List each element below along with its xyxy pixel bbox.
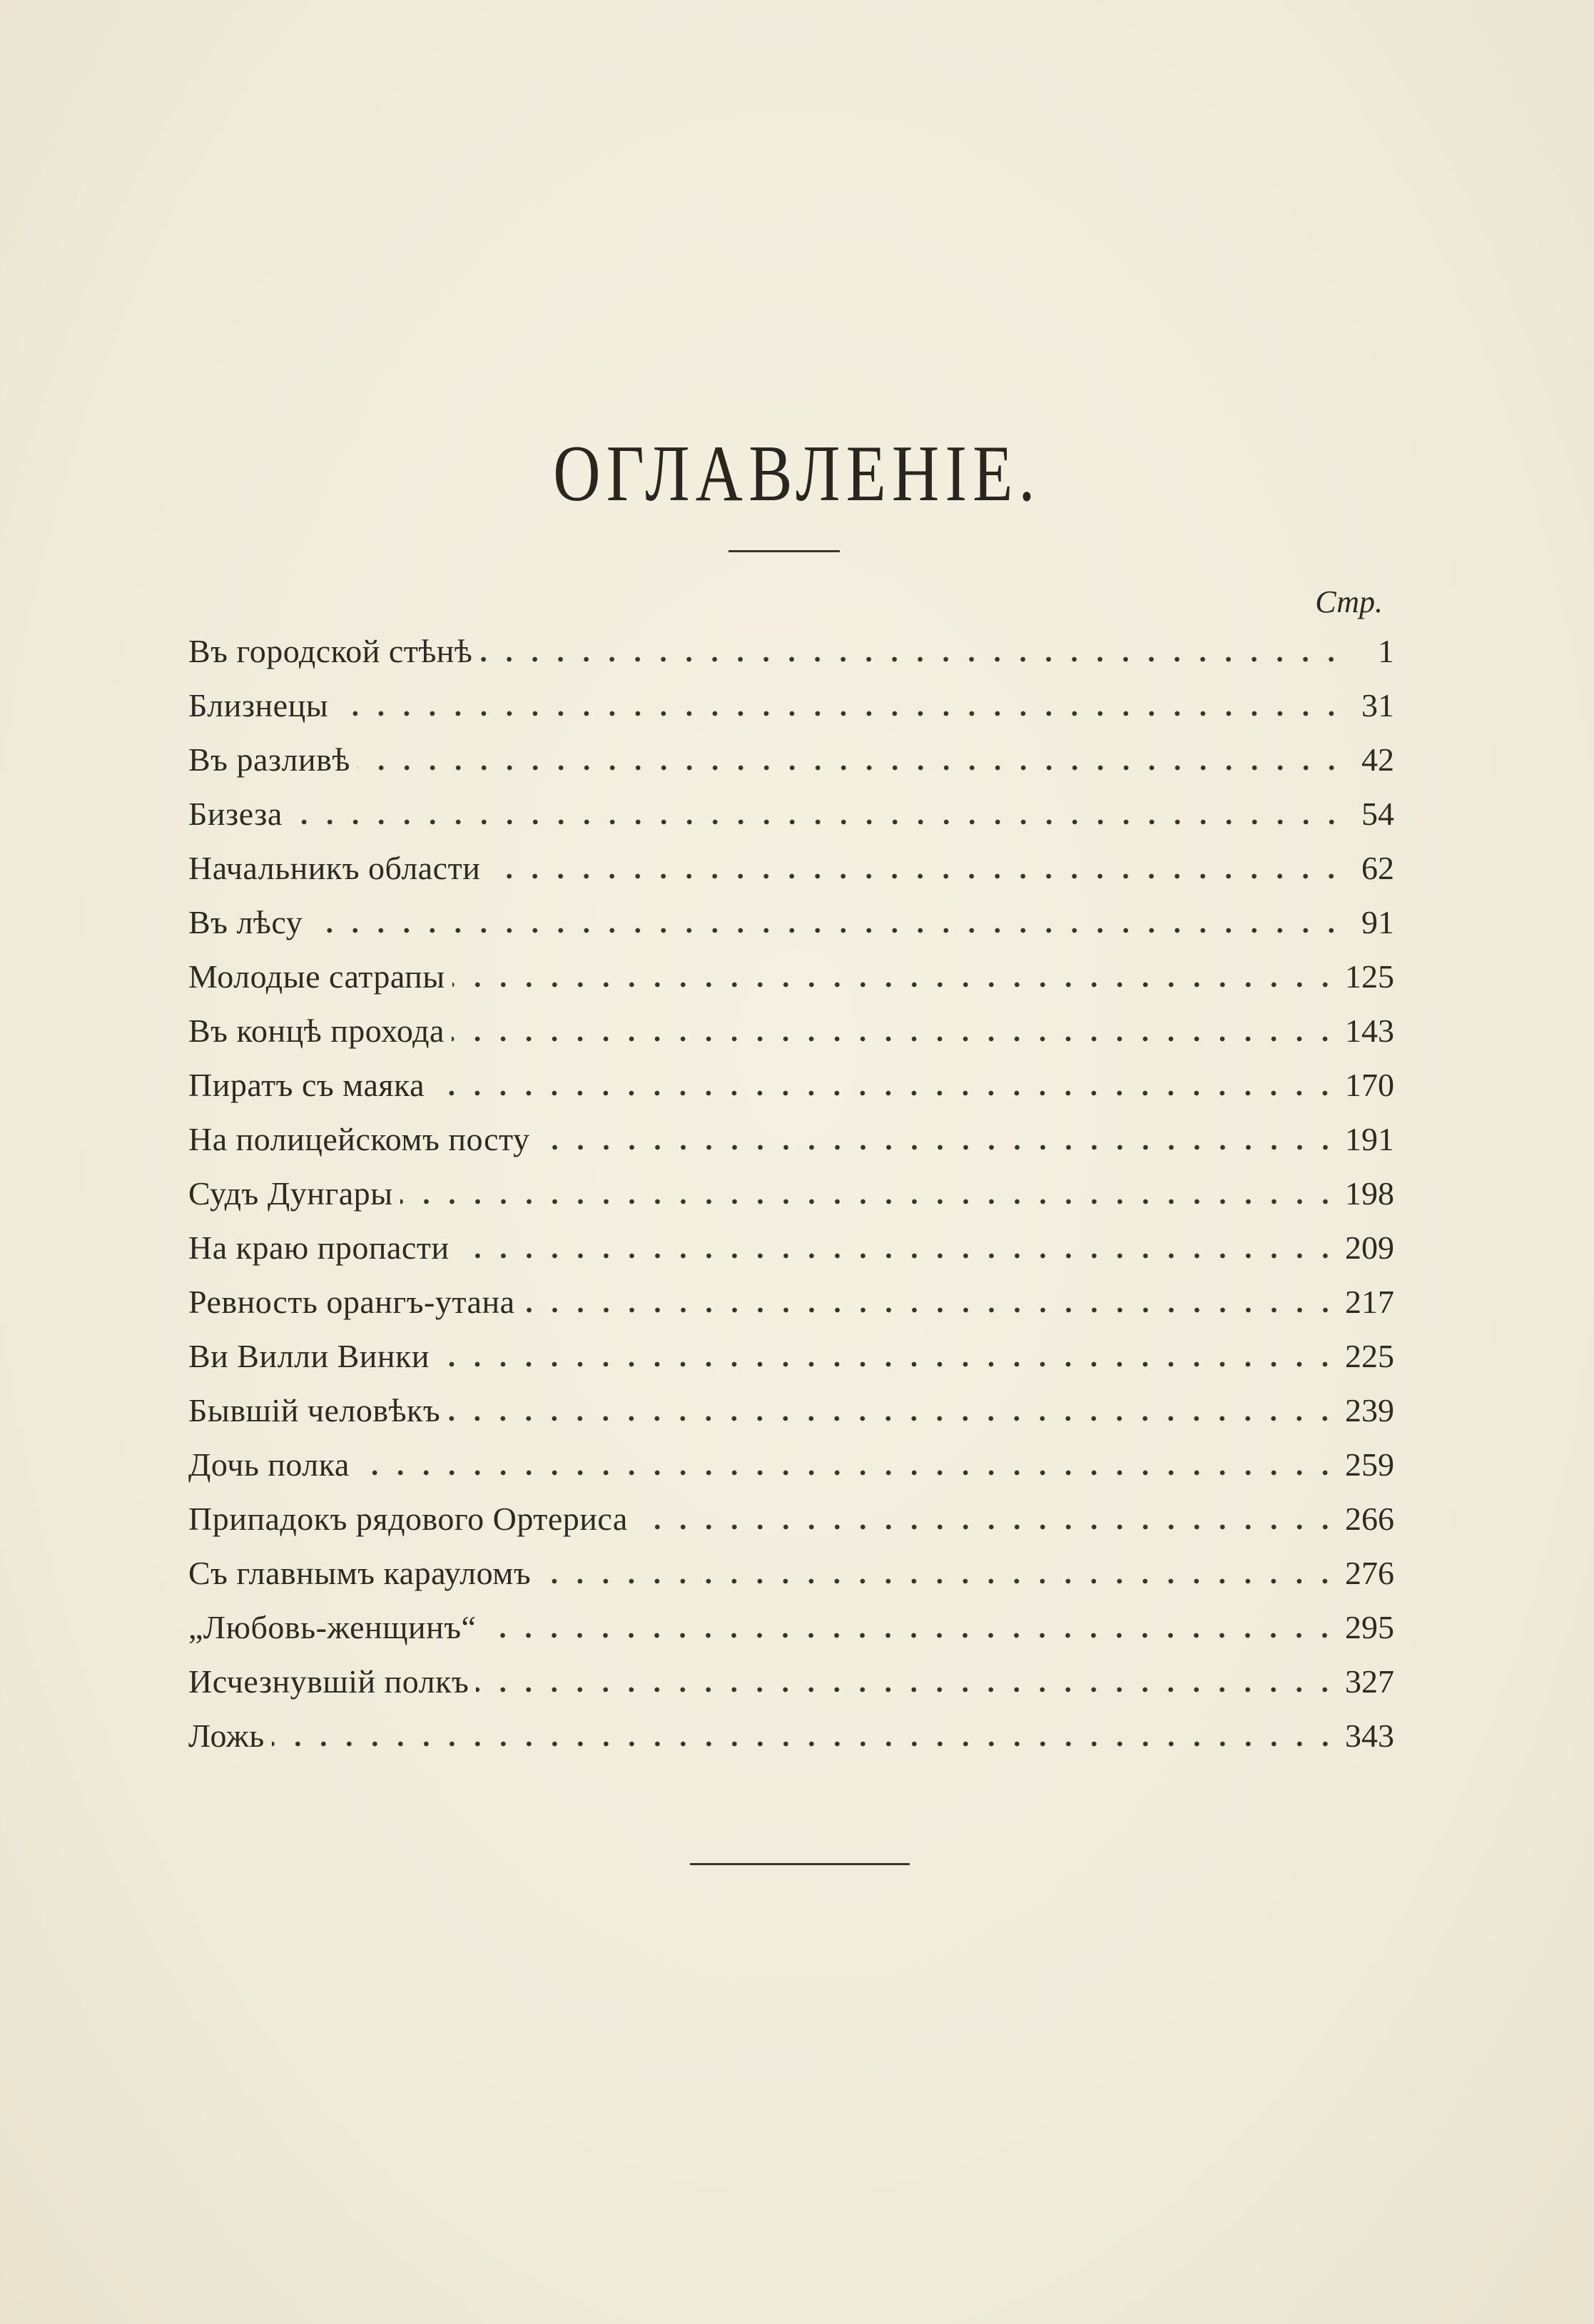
entry-page-number: 42 [1361, 741, 1394, 778]
dot-leader [476, 1685, 1338, 1695]
entry-title: Ви Вилли Винки [188, 1338, 430, 1374]
entry-title: Припадокъ рядового Ортериса [188, 1501, 628, 1537]
dot-leader [452, 1034, 1338, 1044]
toc-entry [188, 1167, 1394, 1221]
table-of-contents [188, 624, 1394, 1763]
toc-entry [188, 1275, 1394, 1329]
page-column-label: Стр. [1315, 584, 1383, 619]
toc-entry [188, 1492, 1394, 1546]
toc-entry [188, 733, 1394, 787]
toc-entry [188, 1384, 1394, 1438]
entry-page-number: 170 [1345, 1067, 1394, 1103]
dot-leader [400, 1197, 1338, 1207]
entry-page-number: 198 [1345, 1175, 1394, 1212]
entry-title: Съ главнымъ карауломъ [188, 1555, 532, 1591]
toc-entry [188, 679, 1394, 733]
entry-title: Молодые сатрапы [188, 958, 445, 995]
entry-title: Дочь полка [188, 1446, 350, 1483]
entry-title: Пиратъ съ маяка [188, 1067, 425, 1103]
entry-page-number: 343 [1345, 1717, 1394, 1754]
entry-page-number: 31 [1361, 687, 1394, 724]
dot-leader [457, 1251, 1338, 1261]
entry-page-number: 217 [1345, 1284, 1394, 1320]
entry-page-number: 225 [1345, 1338, 1394, 1374]
dot-leader [452, 980, 1338, 990]
dot-leader [357, 1468, 1338, 1478]
entry-title: Въ разливѣ [188, 741, 350, 778]
entry-page-number: 327 [1345, 1663, 1394, 1700]
entry-page-number: 191 [1345, 1121, 1394, 1157]
entry-page-number: 276 [1345, 1555, 1394, 1591]
entry-title: Въ концѣ прохода [188, 1013, 445, 1049]
toc-entry [188, 624, 1394, 679]
dot-leader [479, 654, 1344, 664]
dot-leader [483, 1630, 1338, 1640]
toc-entry [188, 895, 1394, 950]
dot-leader [447, 1414, 1338, 1424]
entry-title: Въ лѣсу [188, 904, 303, 940]
entry-page-number: 259 [1345, 1446, 1394, 1483]
toc-entry [188, 1329, 1394, 1384]
toc-entry [188, 1546, 1394, 1600]
toc-entry [188, 787, 1394, 841]
closing-divider [690, 1863, 910, 1865]
entry-title: Бывшій человѣкъ [188, 1392, 441, 1429]
toc-entry [188, 1058, 1394, 1112]
dot-leader [357, 763, 1344, 773]
dot-leader [335, 709, 1344, 719]
dot-leader [635, 1522, 1338, 1532]
dot-leader [522, 1305, 1339, 1315]
entry-title: Начальникъ области [188, 850, 481, 886]
dot-leader [487, 871, 1344, 881]
entry-title: На краю пропасти [188, 1229, 450, 1266]
dot-leader [437, 1359, 1338, 1369]
entry-page-number: 143 [1345, 1013, 1394, 1049]
page-title: ОГЛАВЛЕНІЕ. [553, 430, 1041, 518]
toc-entry [188, 1221, 1394, 1275]
entry-page-number: 91 [1361, 904, 1394, 940]
entry-title: Бизеза [188, 796, 283, 832]
entry-title: Ложь [188, 1717, 265, 1754]
dot-leader [537, 1142, 1339, 1152]
entry-title: Исчезнувшій полкъ [188, 1663, 469, 1700]
dot-leader [272, 1739, 1338, 1749]
entry-page-number: 1 [1378, 633, 1394, 669]
dot-leader [538, 1576, 1338, 1586]
entry-title: Судъ Дунгары [188, 1175, 393, 1212]
dot-leader [432, 1088, 1338, 1098]
toc-entry [188, 1438, 1394, 1492]
toc-entry [188, 1655, 1394, 1709]
entry-page-number: 54 [1361, 796, 1394, 832]
entry-page-number: 62 [1361, 850, 1394, 886]
entry-title: Ревность орангъ-утана [188, 1284, 515, 1320]
toc-entry [188, 1112, 1394, 1167]
title-divider [729, 550, 840, 552]
toc-entry [188, 1600, 1394, 1655]
entry-title: Въ городской стѣнѣ [188, 633, 473, 669]
entry-page-number: 125 [1345, 958, 1394, 995]
entry-page-number: 266 [1345, 1501, 1394, 1537]
toc-entry [188, 1709, 1394, 1763]
entry-title: Близнецы [188, 687, 329, 724]
entry-page-number: 239 [1345, 1392, 1394, 1429]
dot-leader [310, 925, 1344, 935]
dot-leader [290, 817, 1344, 827]
toc-entry [188, 950, 1394, 1004]
entry-page-number: 295 [1345, 1609, 1394, 1645]
entry-page-number: 209 [1345, 1229, 1394, 1266]
toc-entry [188, 841, 1394, 895]
entry-title: „Любовь-женщинъ“ [188, 1609, 477, 1645]
toc-entry [188, 1004, 1394, 1058]
entry-title: На полицейскомъ посту [188, 1121, 530, 1157]
